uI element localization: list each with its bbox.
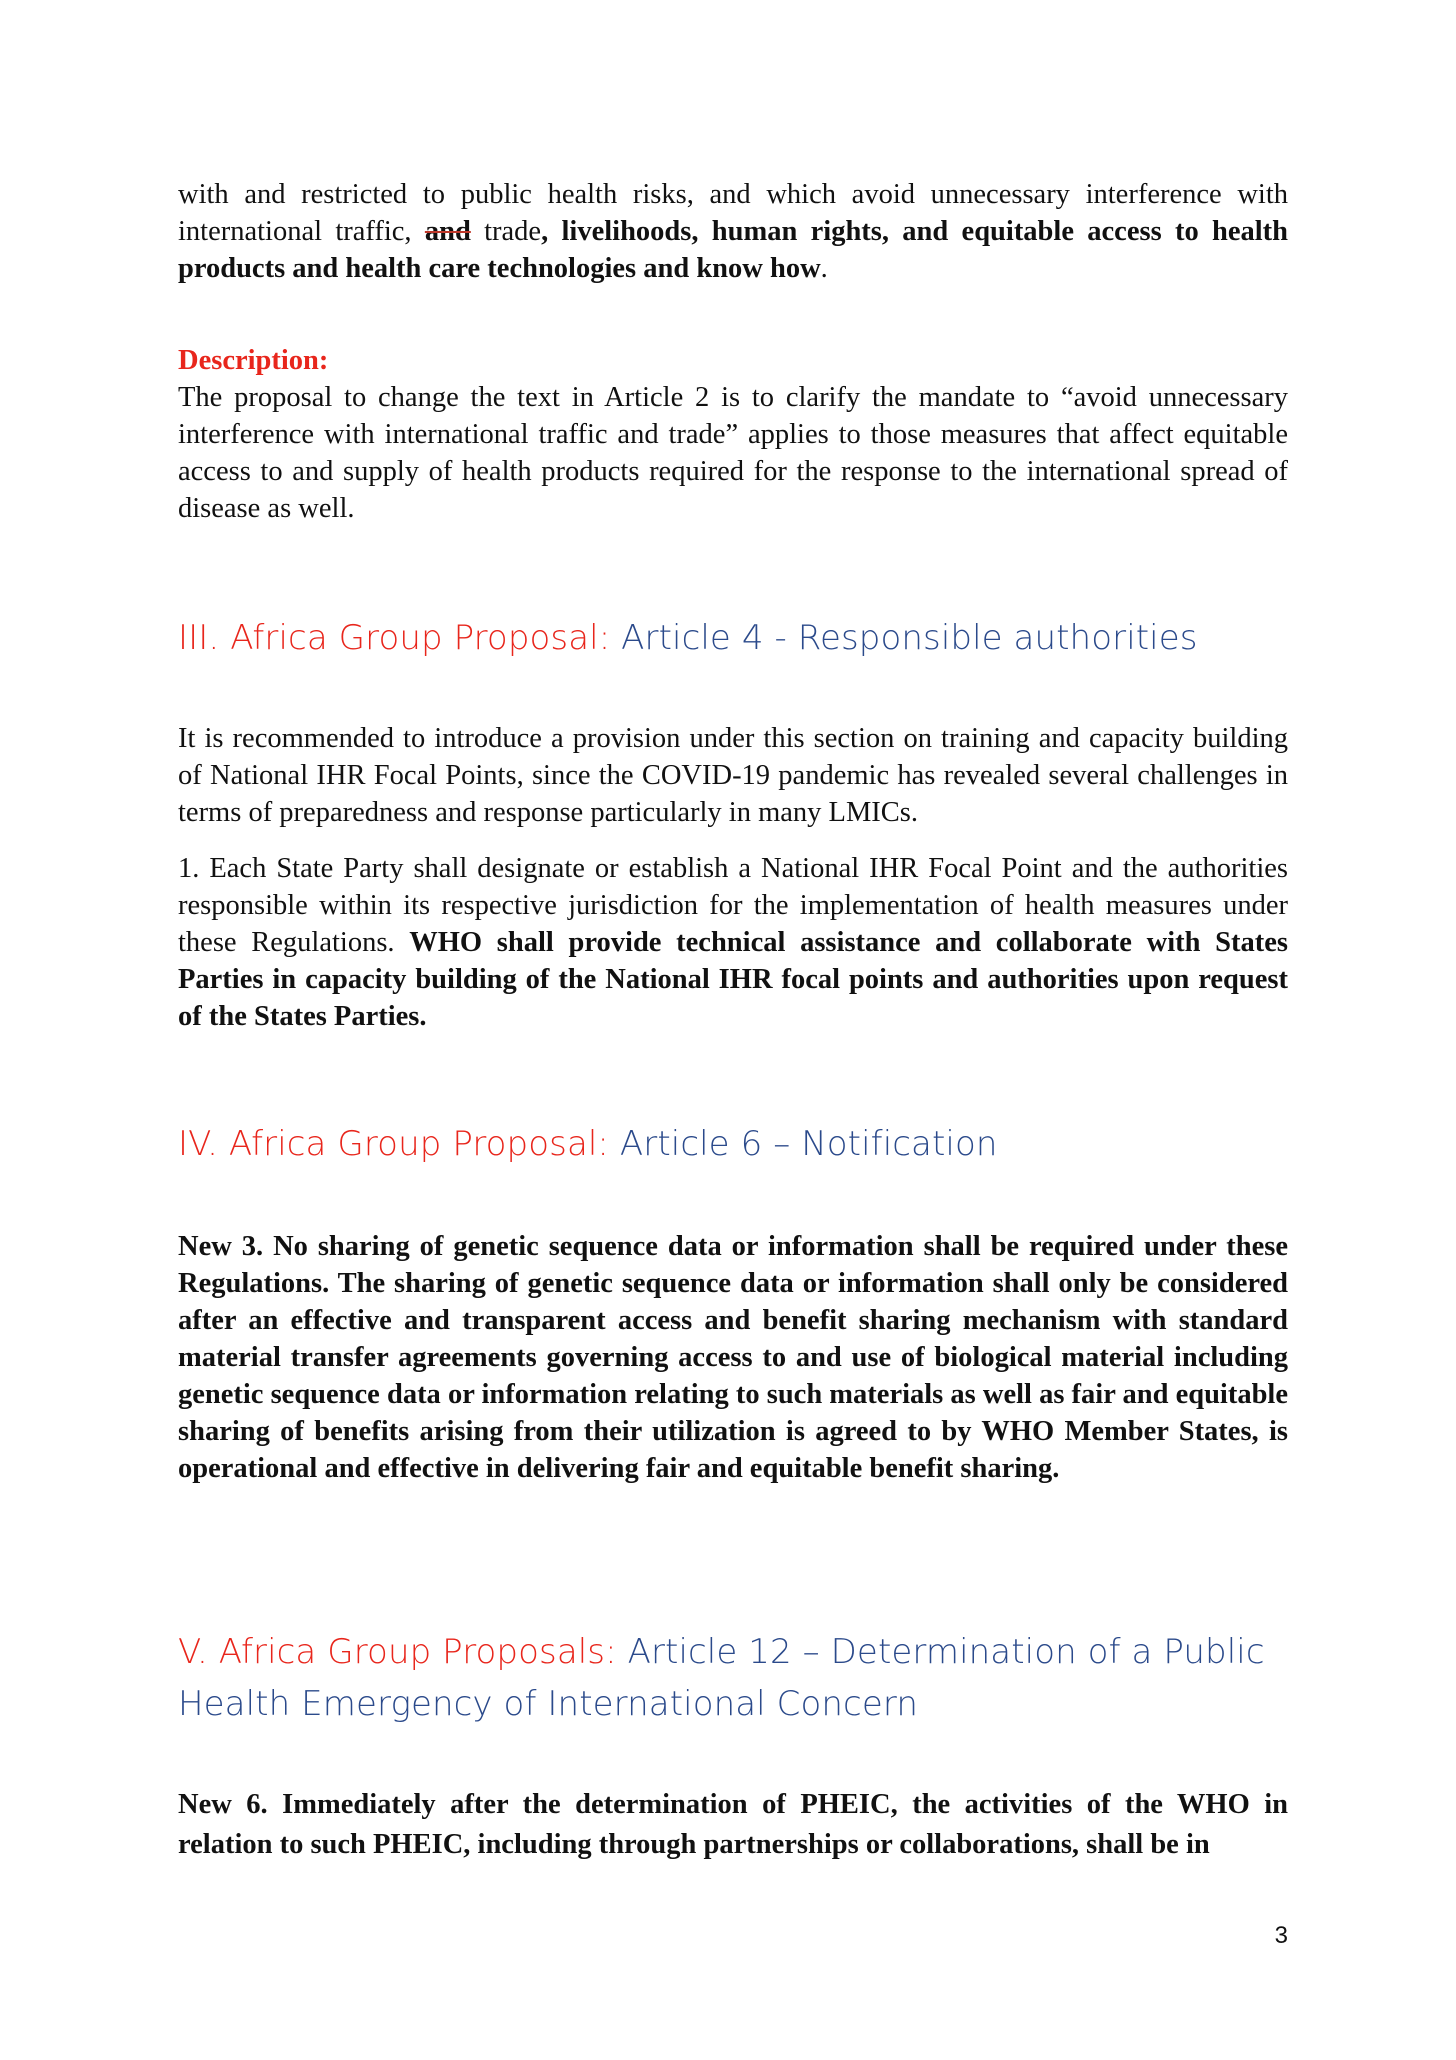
- intro-paragraph-block: [178, 176, 1288, 287]
- intro-text-plain: with and restricted to public health risks, and which avoid unnecessary interference with international traffic,: [178, 179, 1288, 247]
- section-3-heading-prefix: III. Africa Group Proposal:: [178, 618, 611, 658]
- section-3-body: [178, 720, 1288, 1035]
- page-number: 3: [1274, 1922, 1288, 1949]
- section-5-heading-block: [178, 1626, 1278, 1730]
- section-3-para-2: [178, 850, 1288, 1035]
- section-4-heading-prefix: IV. Africa Group Proposal:: [178, 1124, 609, 1164]
- section-5-para: New 6. Immediately after the determination of PHEIC, the activities of the WHO in relation to such PHEIC, including through partnerships or collaborations, shall be in: [178, 1789, 1288, 1860]
- section-4-heading-block: [178, 1118, 1288, 1170]
- description-text: The proposal to change the text in Article 2 is to clarify the mandate to “avoid unnecessary interference with international traffic and trade” applies to those measures that affect equitable access to and supply of health products required for the response to the international spread of disease as well.: [178, 382, 1288, 524]
- section-4-heading-title: Article 6 – Notification: [609, 1124, 998, 1164]
- intro-text-end: .: [820, 253, 828, 284]
- section-3-para-1: It is recommended to introduce a provision under this section on training and capacity building of National IHR Focal Points, since the COVID-19 pandemic has revealed several challenges in terms of preparedness and response particularly in many LMICs.: [178, 723, 1288, 828]
- description-block: [178, 342, 1288, 527]
- section-5-heading: [178, 1626, 1278, 1730]
- section-3-heading: [178, 612, 1288, 664]
- intro-struck-word: and: [424, 216, 471, 247]
- section-4-para: New 3. No sharing of genetic sequence data or information shall be required under these Regulations. The sharing of genetic sequence data or information shall only be considered after an effective and transparent access and benefit sharing mechanism with standard material transfer agreements governing access to and use of biological material including genetic sequence data or information relating to such materials as well as fair and equitable sharing of benefits arising from their utilization is agreed to by WHO Member States, is operational and effective in delivering fair and equitable benefit sharing.: [178, 1231, 1288, 1484]
- intro-text-trade: trade: [470, 216, 542, 247]
- section-3-heading-block: [178, 612, 1288, 664]
- section-3-para-2-bold: WHO shall provide technical assistance and collaborate with States Parties in capacity building of the National IHR focal points and authorities upon request of the States Parties.: [178, 927, 1288, 1032]
- intro-paragraph: [178, 176, 1288, 287]
- section-4-body: [178, 1228, 1288, 1487]
- description-label: Description:: [178, 345, 329, 376]
- section-5-heading-prefix: V. Africa Group Proposals:: [178, 1632, 617, 1672]
- intro-text-bold: , livelihoods, human rights, and equitable access to health products and health care technologies and know how: [178, 216, 1289, 284]
- section-5-heading-title: Article 12 – Determination of a Public Health Emergency of International Concern: [178, 1632, 1265, 1724]
- section-4-heading: [178, 1118, 1288, 1170]
- section-5-body: [178, 1785, 1288, 1865]
- section-3-heading-title: Article 4 - Responsible authorities: [610, 618, 1198, 658]
- section-3-para-2-plain: 1. Each State Party shall designate or establish a National IHR Focal Point and the authorities responsible within its respective jurisdiction for the implementation of health measures under these Regulations.: [178, 853, 1288, 958]
